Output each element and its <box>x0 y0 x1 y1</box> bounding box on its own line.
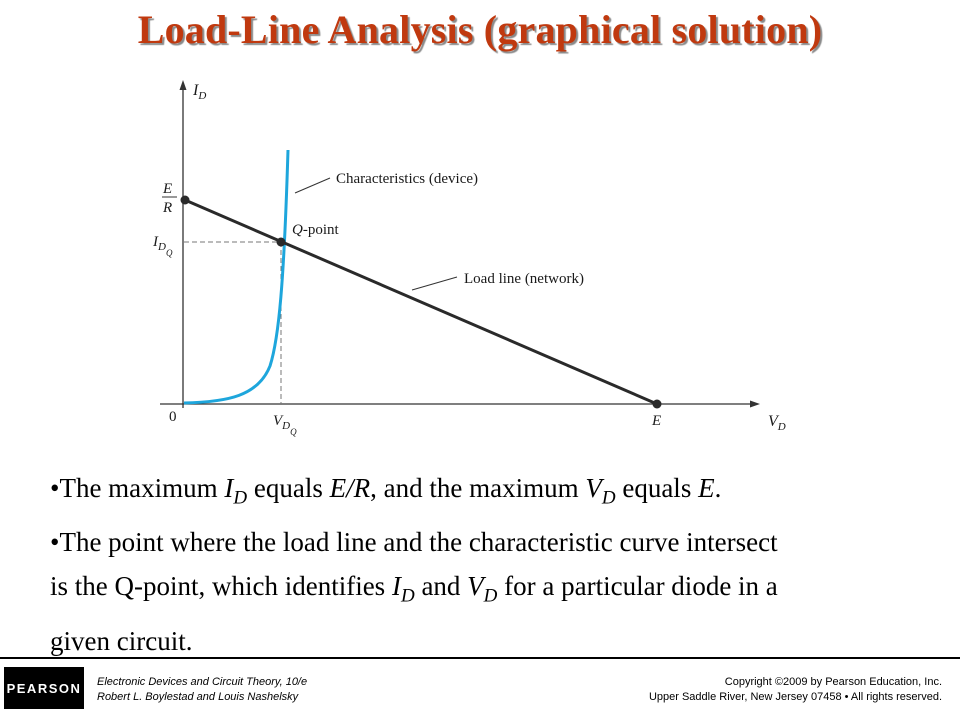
vdq-label: $V_{DQ}$ <box>273 413 297 437</box>
copyright-line-2: Upper Saddle River, New Jersey 07458 • All rights reserved. <box>648 691 942 703</box>
e-point <box>653 400 662 409</box>
diode-characteristic-curve <box>184 150 288 403</box>
book-citation <box>97 675 307 705</box>
copyright-notice <box>649 675 942 705</box>
e-over-r-point <box>181 196 190 205</box>
load-line <box>185 200 657 404</box>
origin-label: 0 <box>169 409 177 425</box>
slide-title: Load-Line Analysis (graphical solution) <box>137 7 823 52</box>
y-axis-label: $I_D$ <box>193 82 207 102</box>
book-title: Electronic Devices and Circuit Theory, 10/e <box>97 676 308 688</box>
copyright-line-1: Copyright ©2009 by Pearson Education, Inc. <box>724 676 942 688</box>
q-point-label: Q-point <box>292 222 339 238</box>
bullet-2-line-1: •The point where the load line and the characteristic curve intersect <box>50 527 778 558</box>
load-line-leader <box>412 277 457 290</box>
e-over-r-numerator: E <box>163 181 173 197</box>
characteristics-label: Characteristics (device) <box>336 171 479 187</box>
load-line-label: Load line (network) <box>464 271 584 287</box>
idq-label: $I_{DQ}$ <box>153 234 173 258</box>
book-authors: Robert L. Boylestad and Louis Nashelsky <box>97 691 299 703</box>
bullet-list <box>50 466 930 663</box>
pearson-logo: PEARSON <box>4 667 84 709</box>
q-point-marker <box>277 238 286 247</box>
x-axis-label: $V_D$ <box>768 413 786 433</box>
footer <box>0 657 960 722</box>
x-axis-arrow <box>750 401 760 408</box>
bullet-2-line-3: given circuit. <box>50 625 193 656</box>
characteristics-leader <box>295 178 330 193</box>
bullet-1: •The maximum $I_D$ equals E/R, and the maximum $V_D$ equals E. <box>50 473 722 509</box>
e-over-r-denominator: R <box>163 200 173 216</box>
bullet-2-line-2: is the Q-point, which identifies $I_D$ and $V_D$ for a particular diode in a <box>50 571 778 607</box>
y-axis-arrow <box>180 80 187 90</box>
e-label: E <box>652 413 662 429</box>
